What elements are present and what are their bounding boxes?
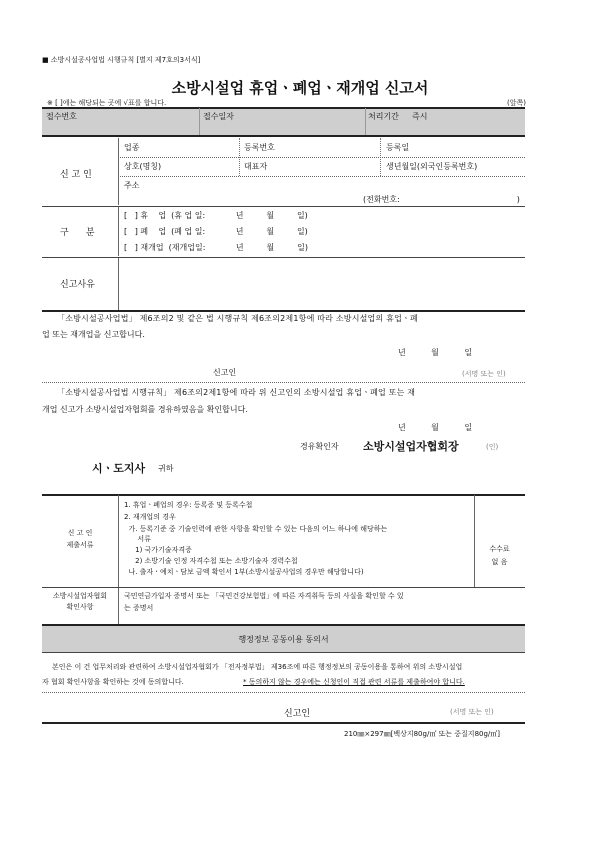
- consent-title: 행정정보 공동이용 동의서: [238, 635, 329, 644]
- consent-line-2: 자 협회 확인사항을 확인하는 것에 동의합니다.: [42, 678, 184, 686]
- addressee-suffix: 귀하: [158, 464, 174, 473]
- association-check-item: 는 증명서: [124, 604, 154, 612]
- association-check-label-1: 소방시설업자협회: [52, 592, 108, 600]
- registration-number-field[interactable]: 등록번호: [244, 143, 275, 152]
- birth-date-field[interactable]: 생년월일(외국인등록번호): [386, 162, 478, 171]
- confirmation-date[interactable]: 년 월 일: [398, 423, 473, 432]
- paper-spec: 210㎜×297㎜[백상지80g/㎡ 또는 중질지80g/㎡]: [344, 730, 501, 738]
- suspension-checkbox-row[interactable]: [ ] 휴 업 (휴 업 일: 년 월 일): [124, 211, 308, 220]
- doc-item: 가. 등록기준 중 기술인력에 관한 사항을 확인할 수 있는 다음의 어느 하나에 해당하는: [124, 525, 388, 533]
- law-reference: ■ 소방시설공사업법 시행규칙 [별지 제7호의3서식]: [42, 56, 201, 64]
- form-title: 소방시설업 휴업ㆍ폐업ㆍ재개업 신고서: [171, 79, 429, 97]
- business-type-field[interactable]: 업종: [124, 143, 140, 152]
- closure-checkbox-row[interactable]: [ ] 폐 업 (폐 업 일: 년 월 일): [124, 227, 308, 236]
- confirmation-line-2: 개업 신고가 소방시설업자협회를 경유하였음을 확인합니다.: [42, 405, 248, 414]
- reopening-checkbox-row[interactable]: [ ] 재개업 (재개업일: 년 월 일): [124, 243, 309, 252]
- receipt-number-label: 접수번호: [46, 112, 77, 121]
- receipt-band: [42, 107, 525, 135]
- classification-label: 구 분: [60, 228, 95, 238]
- doc-item: 2. 재개업의 경우: [124, 513, 176, 521]
- applicant-docs-label-1: 신 고 인: [67, 529, 93, 537]
- consent-line-1: 본인은 이 건 업무처리와 관련하여 소방시설업자협회가 「전자정부법」 제36조에 따른 행정정보의 공동이용을 통하여 위의 소방시설업: [52, 663, 463, 671]
- doc-item: 1. 휴업ㆍ폐업의 경우: 등록증 및 등록수첩: [124, 501, 253, 509]
- declaration-sign-hint[interactable]: (서명 또는 인): [462, 370, 506, 378]
- confirmation-line-1: 「소방시설공사업법 시행규칙」 제6조의2제1항에 따라 위 신고인의 소방시설업 휴업ㆍ폐업 또는 재: [57, 388, 416, 397]
- fee-value: 없 음: [491, 558, 508, 566]
- phone-field[interactable]: (전화번호: ): [363, 195, 520, 204]
- consent-warning: * 동의하지 않는 경우에는 신청인이 직접 관련 서류를 제출하여야 합니다.: [243, 678, 465, 686]
- via-confirmer-seal[interactable]: (인): [486, 443, 499, 451]
- consent-signer-label: 신고인: [284, 709, 311, 719]
- representative-field[interactable]: 대표자: [244, 162, 268, 171]
- doc-item: 나. 출자ㆍ예치ㆍ담보 금액 확인서 1부(소방시설공사업의 경우만 해당합니다): [124, 568, 364, 576]
- declaration-date[interactable]: 년 월 일: [398, 348, 473, 357]
- association-check-label-2: 확인사항: [66, 603, 94, 611]
- doc-item: 2) 소방기술 인정 자격수첩 또는 소방기술자 경력수첩: [124, 557, 298, 565]
- applicant-docs-label-2: 제출서류: [66, 541, 94, 549]
- declaration-signer-label: 신고인: [213, 368, 237, 377]
- reason-input[interactable]: [124, 262, 520, 306]
- processing-period-label: 처리기간: [368, 112, 399, 121]
- processing-period-value: 즉시: [412, 112, 428, 121]
- declaration-line-2: 업 또는 재개업을 신고합니다.: [42, 330, 145, 339]
- receipt-date-label: 접수일자: [203, 112, 234, 121]
- checkbox-note: ※ [ ]에는 해당되는 곳에 √표를 합니다.: [47, 99, 167, 107]
- applicant-section-label: 신 고 인: [60, 170, 92, 180]
- declaration-line-1: 「소방시설공사업법」 제6조의2 및 같은 법 시행규칙 제6조의2제1항에 따라 소방시설업의 휴업ㆍ폐: [57, 314, 418, 323]
- via-confirmer-name: 소방시설업자협회장: [363, 440, 459, 453]
- addressee-name: 시ㆍ도지사: [92, 462, 146, 475]
- consent-sign-hint[interactable]: (서명 또는 인): [450, 708, 494, 716]
- doc-item: 서류: [124, 535, 151, 543]
- fee-label: 수수료: [489, 545, 510, 553]
- doc-item: 1) 국가기술자격증: [124, 546, 192, 554]
- company-name-field[interactable]: 상호(명칭): [124, 162, 162, 171]
- via-confirmer-label: 경유확인자: [300, 442, 339, 451]
- reason-label: 신고사유: [60, 280, 95, 290]
- address-field[interactable]: 주소: [124, 181, 140, 190]
- registration-date-field[interactable]: 등록일: [386, 143, 410, 152]
- association-check-item: 국민연금가입자 증명서 또는 「국민건강보험법」에 따른 자격취득 등의 사실을 확인할 수 있: [124, 592, 404, 600]
- page-side: (앞쪽): [507, 99, 526, 107]
